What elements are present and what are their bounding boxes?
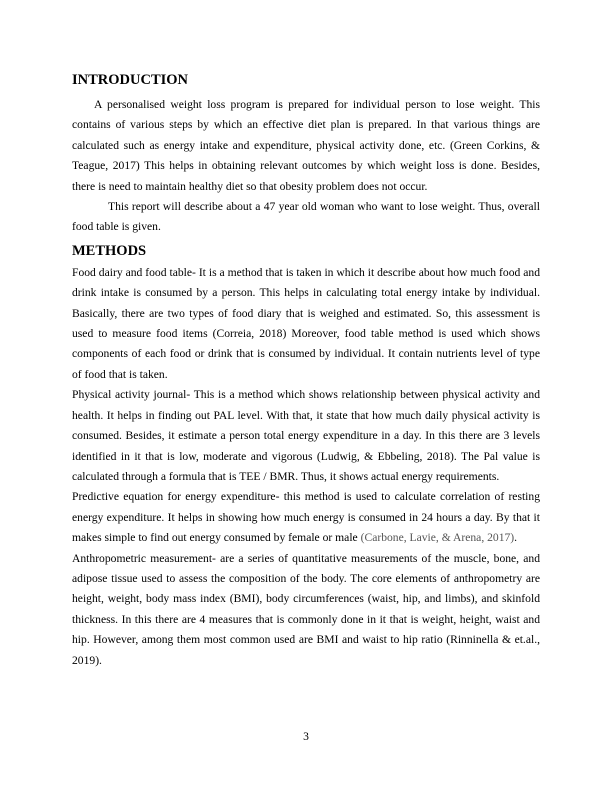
predictive-equation-paragraph (72, 487, 540, 548)
predictive-equation-citation: (Carbone, Lavie, & Arena, 2017) (360, 531, 515, 545)
food-diary-paragraph: Food dairy and food table- It is a method that is taken in which it describe about how much food and drink intake is consumed by a person. This helps in calculating total energy intake by individual. Basically, there are two types of food diary that is weighed and estimated. So, this assessment is used to measure food items (Correia, 2018) Moreover, food table method is used which shows components of each food or drink that is consumed by individual. It contain nutrients level of type of food that is taken. (72, 265, 540, 381)
anthropometric-paragraph: Anthropometric measurement- are a series of quantitative measurements of the muscle, bone, and adipose tissue used to assess the composition of the body. The core elements of anthropometry are height, weight, body mass index (BMI), body circumferences (waist, hip, and limbs), and skinfold thickness. In this there are 4 measures that is commonly done in it that is weight, height, waist and hip. However, among them most common used are BMI and waist to hip ratio (Rinninella & et.al., 2019). (72, 551, 540, 667)
document-page (72, 70, 540, 671)
page-number: 3 (303, 730, 309, 743)
introduction-paragraph-1: A personalised weight loss program is prepared for individual person to lose weight. This contains of various steps by which an effective diet plan is prepared. In that various things are calculated such as energy intake and expenditure, physical activity done, etc. (Green Corkins, & Teague, 2017) This helps in obtaining relevant outcomes by which weight loss is done. Besides, there is need to maintain healthy diet so that obesity problem does not occur. (72, 98, 540, 193)
predictive-equation-period: . (514, 531, 518, 545)
predictive-equation-text: Predictive equation for energy expenditure- this method is used to calculate correlation of resting energy expenditure. It helps in showing how much energy is consumed in 24 hours a day. By that it makes simple to find out energy consumed by female or male (72, 490, 540, 545)
methods-heading: METHODS (72, 242, 147, 259)
introduction-paragraph-2: This report will describe about a 47 year old woman who want to lose weight. Thus, overall food table is given. (72, 200, 540, 234)
physical-activity-paragraph: Physical activity journal- This is a method which shows relationship between physical activity and health. It helps in finding out PAL level. With that, it state that how much daily physical activity is consumed. Besides, it estimate a person total energy expenditure in a day. In this there are 3 levels identified in it that is low, moderate and vigorous (Ludwig, & Ebbeling, 2018). The Pal value is calculated through a formula that is TEE / BMR. Thus, it shows actual energy requirements. (72, 388, 540, 483)
introduction-heading: INTRODUCTION (72, 72, 189, 88)
